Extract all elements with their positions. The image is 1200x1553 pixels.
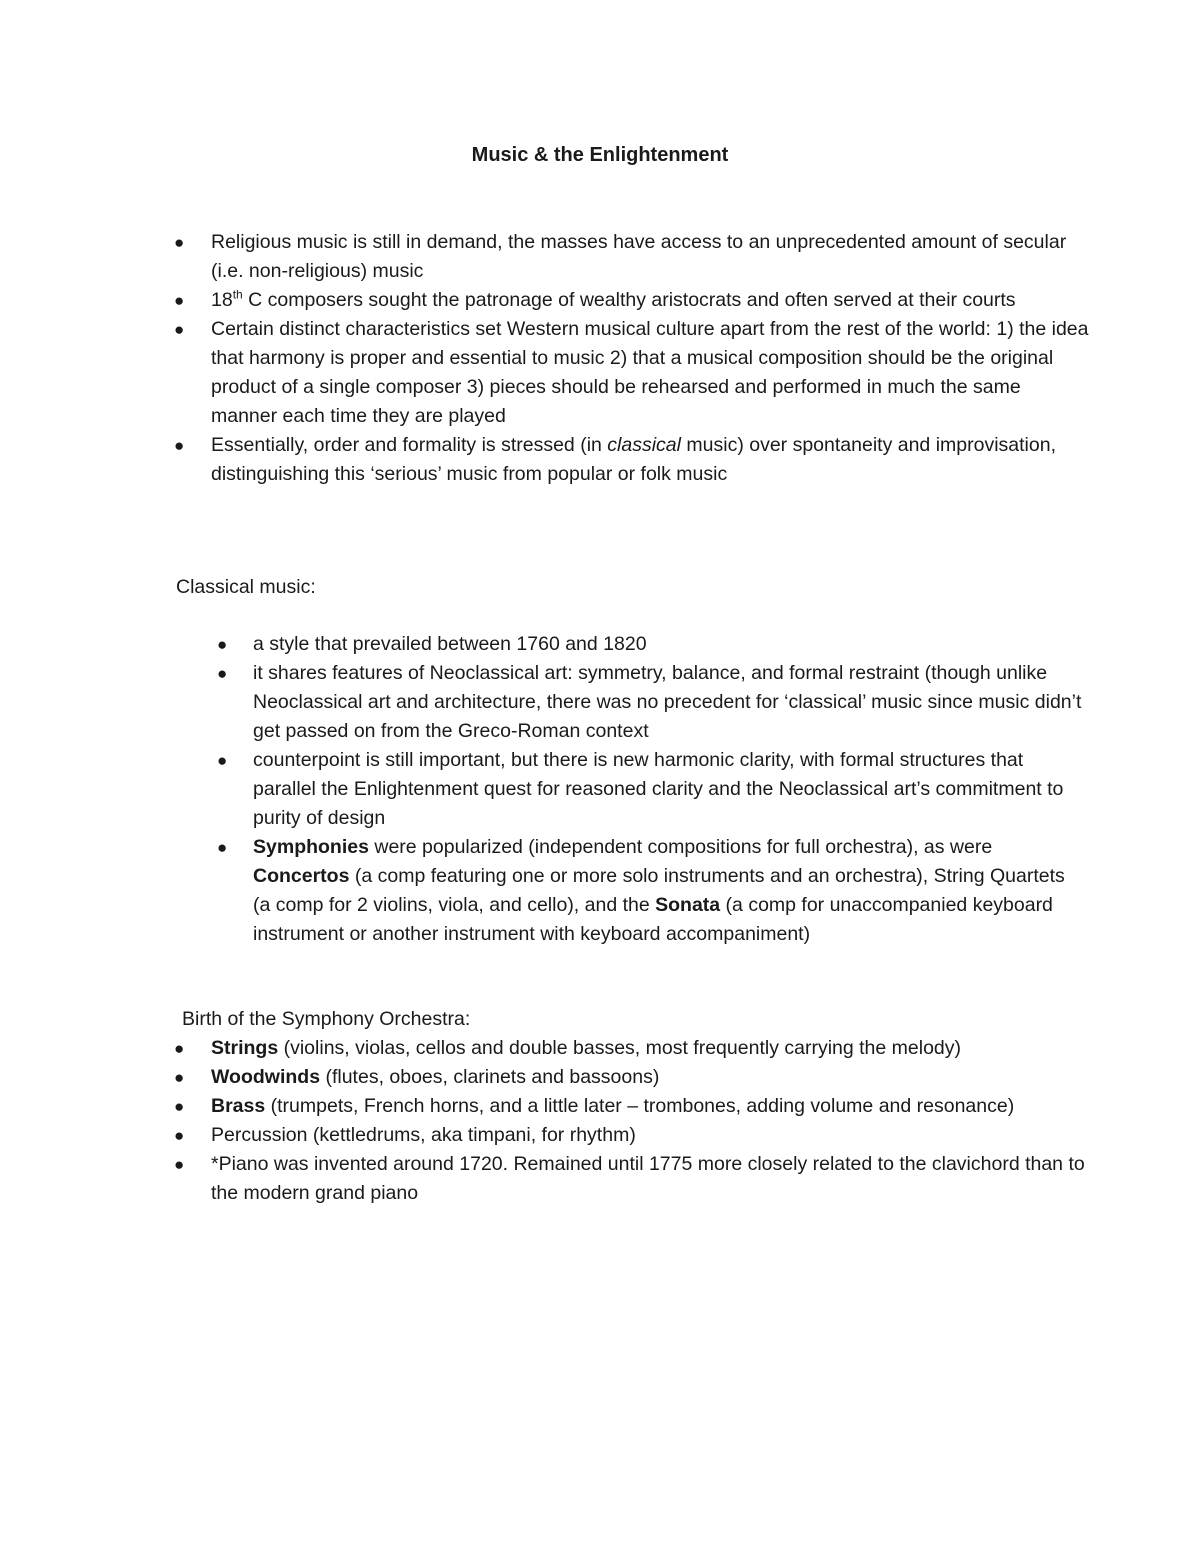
italic-text: classical — [607, 434, 681, 456]
bullet-icon: ● — [217, 664, 228, 683]
superscript-text: th — [232, 287, 243, 302]
list-item-text: (trumpets, French horns, and a little later – trombones, adding volume and resonance) — [265, 1095, 1015, 1117]
list-item-text: counterpoint is still important, but there is new harmonic clarity, with formal structures that parallel the Enlightenment quest for reasoned clarity and the Neoclassical art’s commitment to purity of design — [253, 749, 1064, 829]
bullet-icon: ● — [174, 1126, 185, 1145]
bullet-icon: ● — [174, 233, 185, 252]
list-item-text: Essentially, order and formality is stressed (in — [211, 434, 608, 456]
list-item — [174, 315, 1091, 431]
list-item-text: Percussion (kettledrums, aka timpani, for rhythm) — [211, 1124, 636, 1146]
list-item — [174, 1063, 1091, 1092]
classical-bullet-list — [217, 630, 1083, 949]
list-item — [217, 746, 1083, 833]
bold-term-brass: Brass — [211, 1095, 266, 1117]
bullet-icon: ● — [174, 320, 185, 339]
bullet-icon: ● — [174, 436, 185, 455]
bullet-icon: ● — [217, 838, 228, 857]
bullet-icon: ● — [174, 291, 185, 310]
list-item — [217, 659, 1083, 746]
bullet-icon: ● — [217, 751, 228, 770]
intro-bullet-list — [174, 228, 1091, 489]
bullet-icon: ● — [174, 1155, 185, 1174]
list-item-text: it shares features of Neoclassical art: symmetry, balance, and formal restraint (though unlike Neoclassical art and architecture, there was no precedent for ‘classical’ music since music didn’t get passed on from the Greco-Roman context — [253, 662, 1082, 742]
list-item-text: C composers sought the patronage of wealthy aristocrats and often served at their courts — [242, 289, 1016, 311]
list-item-text: (flutes, oboes, clarinets and bassoons) — [320, 1066, 660, 1088]
list-item — [174, 1150, 1091, 1208]
list-item — [174, 1034, 1091, 1063]
list-item — [217, 630, 1083, 659]
list-item — [174, 1092, 1091, 1121]
list-item-text: were popularized (independent compositions for full orchestra), as were — [368, 836, 993, 858]
bullet-icon: ● — [174, 1068, 185, 1087]
list-item — [174, 1121, 1091, 1150]
list-item-text: (a comp featuring one or more solo instruments and an orchestra), String Quartets (a comp for 2 violins, viola, and cello), and the — [253, 865, 1065, 916]
list-item-text: Religious music is still in demand, the masses have access to an unprecedented amount of secular (i.e. non-religious) music — [211, 231, 1067, 282]
list-item — [174, 431, 1091, 489]
list-item-text: music) over spontaneity and improvisation, distinguishing this ‘serious’ music from popular or folk music — [211, 434, 1056, 485]
list-item-text: (violins, violas, cellos and double basses, most frequently carrying the melody) — [278, 1037, 962, 1059]
bullet-icon: ● — [217, 635, 228, 654]
orchestra-bullet-list — [174, 1034, 1091, 1208]
list-item-text: (a comp for unaccompanied keyboard instrument or another instrument with keyboard accompaniment) — [253, 894, 1053, 945]
list-item — [174, 286, 1091, 315]
bold-term-concertos: Concertos — [253, 865, 350, 887]
list-item-text: *Piano was invented around 1720. Remained until 1775 more closely related to the clavichord than to the modern grand piano — [211, 1153, 1085, 1204]
list-item-text: a style that prevailed between 1760 and 1820 — [253, 633, 647, 655]
list-item-text: 18 — [211, 289, 233, 311]
bullet-icon: ● — [174, 1097, 185, 1116]
section-heading-orchestra: Birth of the Symphony Orchestra: — [182, 1008, 471, 1030]
bold-term-strings: Strings — [211, 1037, 279, 1059]
section-heading-classical: Classical music: — [176, 576, 316, 598]
bullet-icon: ● — [174, 1039, 185, 1058]
list-item-text: Certain distinct characteristics set Western musical culture apart from the rest of the world: 1) the idea that harmony is proper and essential to music 2) that a musical composition should be the original product of a single composer 3) pieces should be rehearsed and performed in much the same manner each time they are played — [211, 318, 1089, 427]
document-title: Music & the Enlightenment — [471, 144, 729, 166]
list-item — [174, 228, 1091, 286]
bold-term-sonata: Sonata — [655, 894, 721, 916]
bold-term-woodwinds: Woodwinds — [211, 1066, 321, 1088]
list-item — [217, 833, 1083, 949]
bold-term-symphonies: Symphonies — [253, 836, 369, 858]
